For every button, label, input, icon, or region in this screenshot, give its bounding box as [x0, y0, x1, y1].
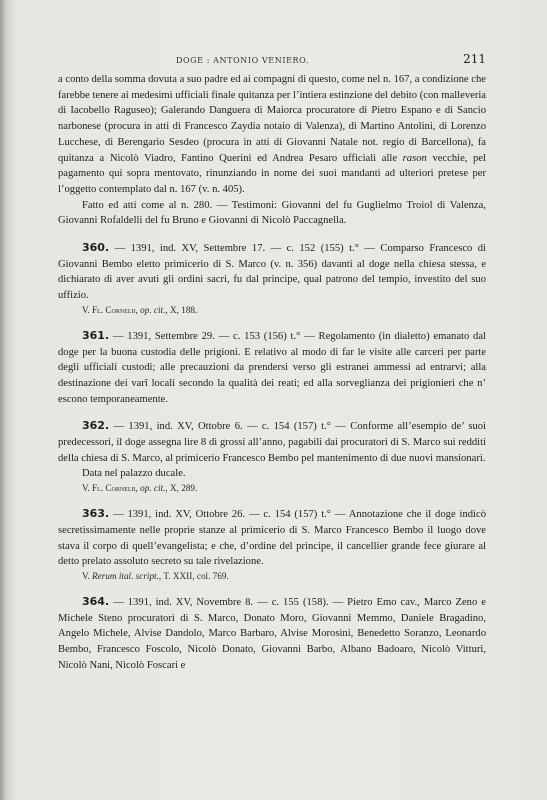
entry-361 [58, 328, 486, 408]
page-number: 211 [463, 52, 486, 66]
entry-number: 362. [82, 419, 110, 433]
entry-text: — 1391, ind. XV, Settembre 17. — c. 152 (155) t.° — Comparso Francesco di Giovanni Bembo eletto primicerio di S. Marco (v. n. 356) davanti al doge nella chiesa stessa, e dichiarato di aver avuti gli ordini sacri, fu dal principe, qual patrono del tempio, investito del suo uffizio. [58, 243, 486, 302]
entry-363 [58, 506, 486, 570]
entry-source: V. Fl. Cornelii, op. cit., X, 188. [82, 304, 198, 315]
running-header [58, 54, 486, 68]
witness-paragraph: Fatto ed atti come al n. 280. — Testimoni: Giovanni del fu Guglielmo Troiol di Valenza, Giovanni Rofaldelli del fu Bruno e Giovanni di Nicolò Paccagnella. [58, 199, 486, 227]
entry-text: — 1391, ind. XV, Ottobre 6. — c. 154 (157) t.° — Conforme all’esempio de’ suoi predecessori, il doge assegna lire 8 di grossi all’anno, pagabili dai procuratori di S. Marco sui redditi della chiesa di S. Marco, al primicerio Francesco Bembo pel mantenimento di due nuovi mansionari. [58, 421, 486, 464]
entry-text: — 1391, ind. XV, Novembre 8. — c. 155 (158). — Pietro Emo cav., Marco Zeno e Michele Steno procuratori di S. Marco, Donato Moro, Giovanni Memmo, Daniele Bragadino, Angelo Michele, Alvise Dandolo, Marco Barbaro, Alvise Morosini, Benedetto Soranzo, Leonardo Bembo, Francesco Foscolo, Nicolò Donato, Giovanni Barbo, Albano Badoaro, Nicolò Vitturi, Nicolò Nani, Nicolò Foscari e [58, 596, 486, 671]
entry-364 [58, 594, 486, 674]
entry-number: 361. [82, 328, 110, 342]
entry-source: V. Fl. Cornelii, op. cit., X, 289. [82, 483, 198, 494]
running-title: DOGE : ANTONIO VENIERO. [176, 56, 309, 65]
italic-term: rason [402, 152, 427, 164]
entry-number: 360. [82, 241, 110, 255]
entry-number: 363. [82, 507, 110, 521]
entry-note: Data nel palazzo ducale. [82, 468, 186, 480]
entry-text: — 1391, ind. XV, Ottobre 26. — c. 154 (157) t.° — Annotazione che il doge indicò secretissimamente nelle proprie stanze al primicerio di S. Marco Francesco Bembo il luogo dove stava il corpo di quell’evangelista; e che, d’ordine del principe, il cancellier grande fece giurare al detto prelato assoluto secreto su tale rivelazione. [58, 509, 486, 568]
entry-360 [58, 240, 486, 304]
entry-text: — 1391, Settembre 29. — c. 153 (156) t.° — Regolamento (in dialetto) emanato dal doge per la buona custodia delle prigioni. E relativo al modo di far le visite alle carceri per parte degli ufficiali custodi; alle precauzioni da prendersi verso gli estranei ammessi ad entrarvi; alla destinazione dei varî locali secondo la qualità dei reati; ed alla sorveglianza dei prigionieri che n’ escono temporaneamente. [58, 330, 486, 405]
continued-paragraph: a conto della somma dovuta a suo padre ed ai compagni di questo, come nel n. 167, a condizione che farebbe tenere ai medesimi ufficiali finale quitanza per l’intiera estinzione del debito (con malleveria di Iacobello Raguseo); Galerando Danguera di Maiorca procuratore di Pietro Espano e di Sancio narbonese (procura in atti di Francesco Zaydia notaio di Valenza), di Martino Antolini, di Lorenzo Lucchese, di Berengario Sesdeo (procura in atti di Giovanni Natale not. regio di Barcellona), fa quitanza a Nicolò Viadro, Fantino Querini ed Andrea Pesaro ufficiali alle rason vecchie, pel pagamento qui sopra mentovato, rinunziando in nome dei suoi mandanti ad ulteriori pretese per l’oggetto contemplato dal n. 167 (v. n. 405). [58, 74, 486, 195]
entry-362 [58, 418, 486, 466]
entry-source: V. Rerum ital. script., T. XXII, col. 769. [82, 570, 229, 581]
entry-number: 364. [82, 594, 110, 608]
body-text [58, 72, 486, 674]
